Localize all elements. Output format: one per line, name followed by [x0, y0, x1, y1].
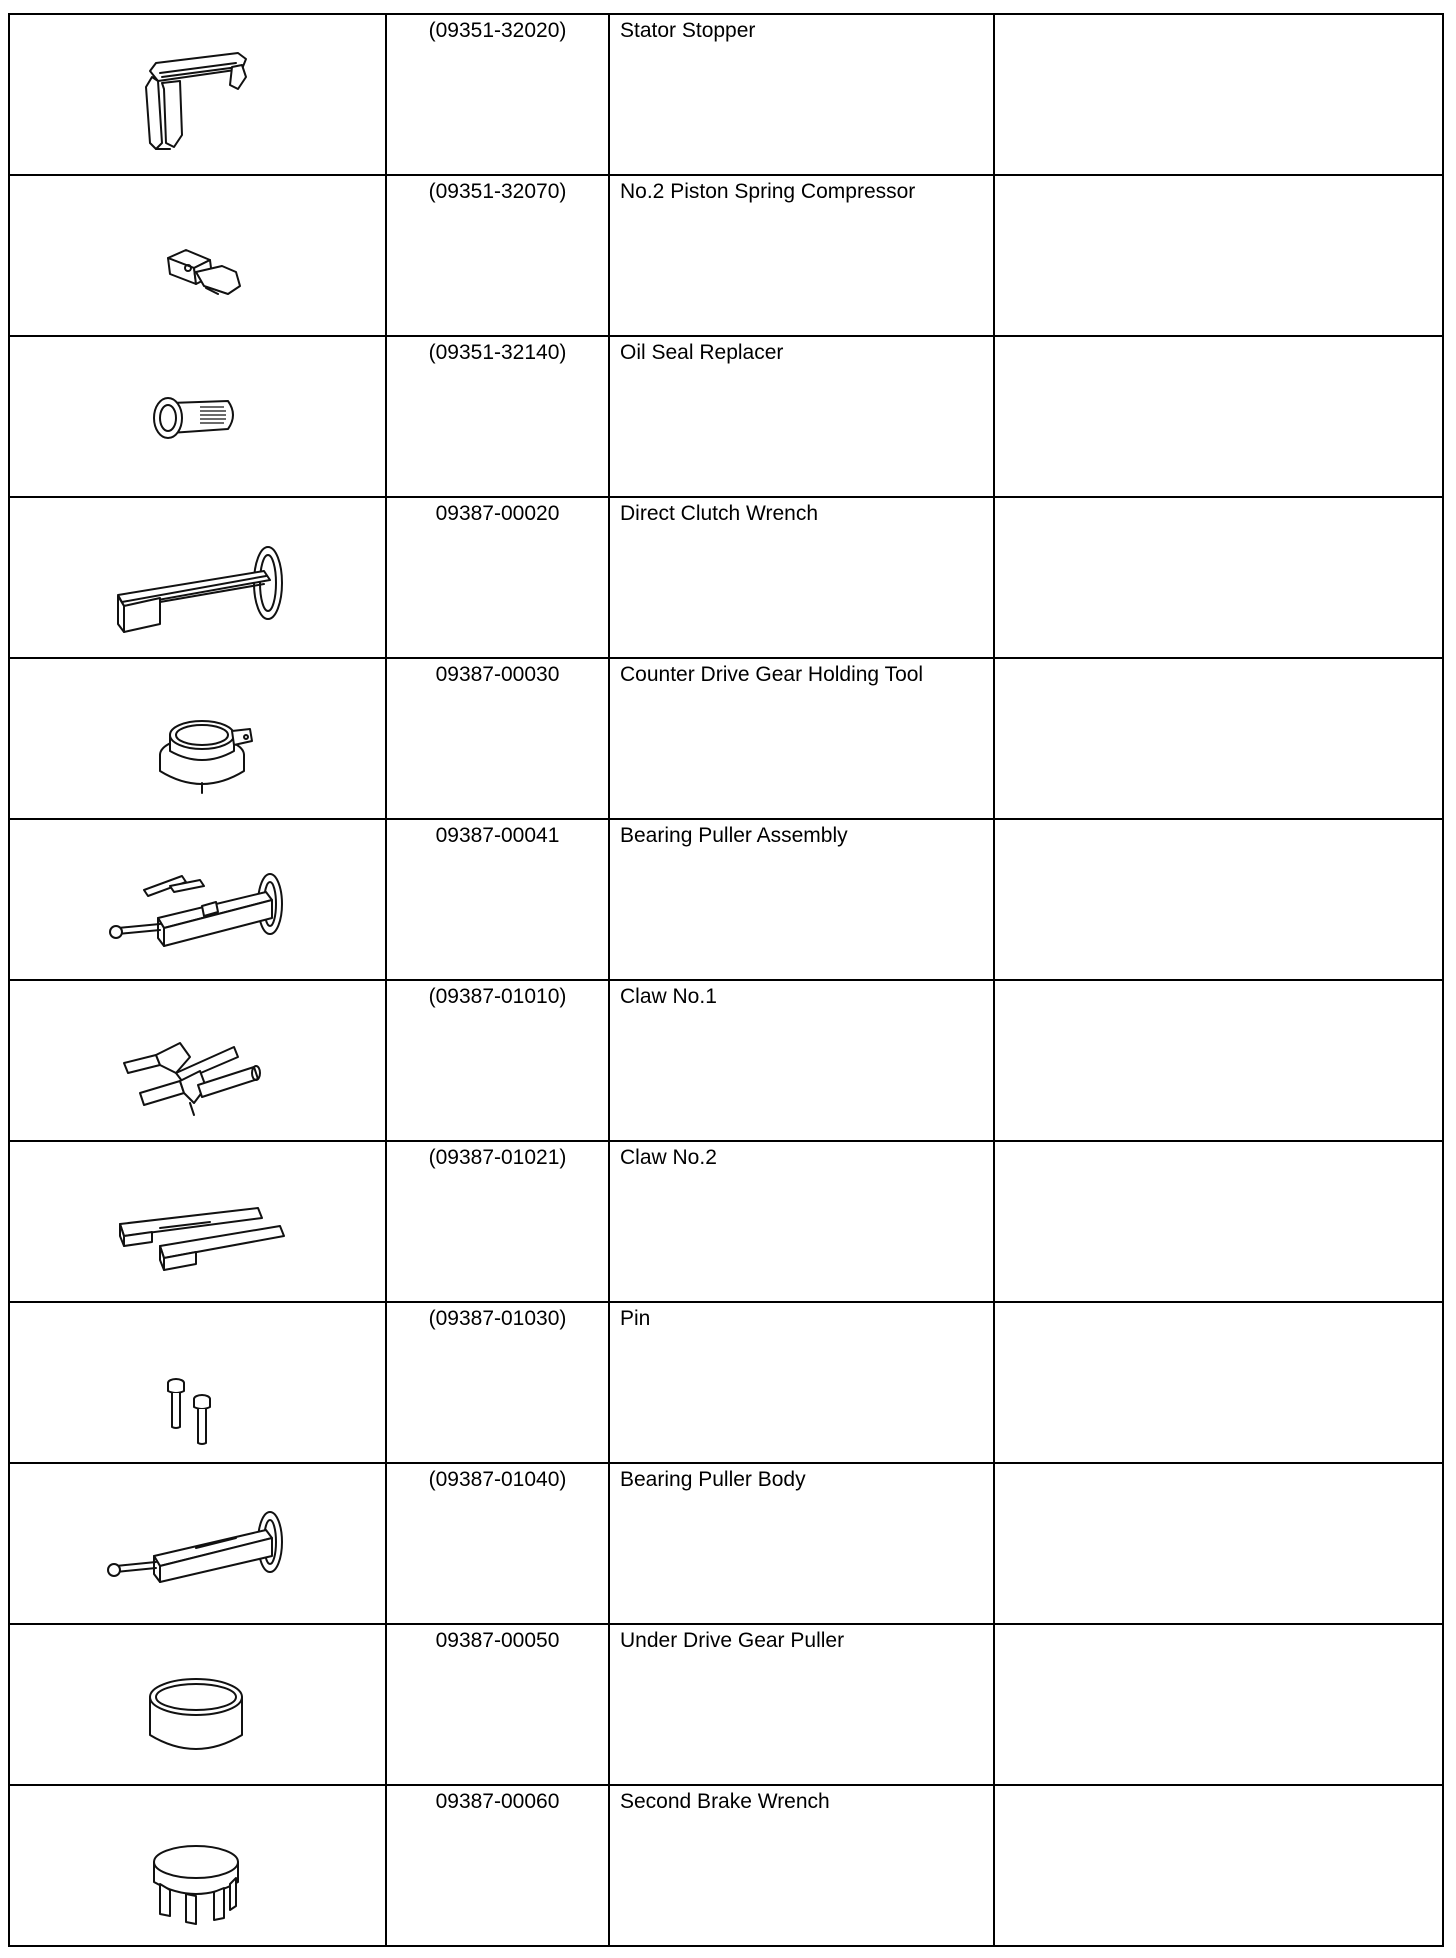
tool-name-cell	[609, 980, 994, 1141]
remarks-cell	[994, 1302, 1443, 1463]
remarks	[995, 1786, 1442, 1790]
tool-name: Direct Clutch Wrench	[620, 502, 819, 525]
remarks-cell	[994, 14, 1443, 175]
part-number: 09387-00041	[435, 824, 560, 847]
table-row	[9, 980, 1443, 1141]
table-row	[9, 1463, 1443, 1624]
part-number: (09351-32140)	[428, 341, 567, 364]
part-number-cell	[386, 1785, 609, 1946]
tool-name-cell	[609, 497, 994, 658]
table-row	[9, 1624, 1443, 1785]
tool-illustration-cell	[9, 980, 386, 1141]
tool-name-cell	[609, 1785, 994, 1946]
table-row	[9, 658, 1443, 819]
part-number-cell	[386, 658, 609, 819]
part-number-cell	[386, 175, 609, 336]
tool-name-cell	[609, 1463, 994, 1624]
counter-drive-gear-holding-tool-icon	[10, 659, 385, 818]
direct-clutch-wrench-icon	[10, 498, 385, 657]
under-drive-gear-puller-icon	[10, 1625, 385, 1784]
part-number-cell	[386, 497, 609, 658]
remarks-cell	[994, 336, 1443, 497]
tool-name-cell	[609, 658, 994, 819]
tool-name-cell	[609, 1141, 994, 1302]
remarks	[995, 337, 1442, 341]
second-brake-wrench-icon	[10, 1786, 385, 1945]
part-number: (09387-01010)	[428, 985, 567, 1008]
remarks-cell	[994, 1785, 1443, 1946]
tool-name: Claw No.1	[620, 985, 717, 1008]
table-row	[9, 1141, 1443, 1302]
tool-name-cell	[609, 336, 994, 497]
tool-name: No.2 Piston Spring Compressor	[620, 180, 916, 203]
part-number-cell	[386, 1302, 609, 1463]
tool-illustration-cell	[9, 1302, 386, 1463]
table-row	[9, 175, 1443, 336]
part-number: 09387-00030	[435, 663, 560, 686]
part-number: (09351-32020)	[428, 19, 567, 42]
table-row	[9, 14, 1443, 175]
remarks-cell	[994, 980, 1443, 1141]
remarks-cell	[994, 175, 1443, 336]
remarks-cell	[994, 658, 1443, 819]
remarks-cell	[994, 1624, 1443, 1785]
remarks-cell	[994, 497, 1443, 658]
remarks-cell	[994, 1141, 1443, 1302]
tool-illustration-cell	[9, 14, 386, 175]
tool-illustration-cell	[9, 1785, 386, 1946]
special-tools-table	[8, 13, 1444, 1947]
part-number-cell	[386, 980, 609, 1141]
claw-no2-icon	[10, 1142, 385, 1301]
tool-name: Under Drive Gear Puller	[620, 1629, 845, 1652]
part-number: 09387-00050	[435, 1629, 560, 1652]
tool-illustration-cell	[9, 175, 386, 336]
remarks	[995, 176, 1442, 180]
tool-illustration-cell	[9, 819, 386, 980]
tool-name: Claw No.2	[620, 1146, 717, 1169]
part-number: (09387-01021)	[428, 1146, 567, 1169]
stator-stopper-icon	[10, 15, 385, 174]
remarks	[995, 1303, 1442, 1307]
tool-illustration-cell	[9, 497, 386, 658]
tool-name: Bearing Puller Body	[620, 1468, 806, 1491]
part-number-cell	[386, 1463, 609, 1624]
remarks	[995, 498, 1442, 502]
remarks	[995, 1464, 1442, 1468]
remarks	[995, 1142, 1442, 1146]
tool-name-cell	[609, 1624, 994, 1785]
part-number-cell	[386, 819, 609, 980]
bearing-puller-assembly-icon	[10, 820, 385, 979]
remarks	[995, 820, 1442, 824]
tool-name-cell	[609, 14, 994, 175]
tool-name-cell	[609, 175, 994, 336]
table-row	[9, 336, 1443, 497]
table-row	[9, 1785, 1443, 1946]
tool-name: Bearing Puller Assembly	[620, 824, 848, 847]
table-row	[9, 1302, 1443, 1463]
part-number-cell	[386, 14, 609, 175]
tool-name: Stator Stopper	[620, 19, 756, 42]
remarks	[995, 659, 1442, 663]
tool-name: Second Brake Wrench	[620, 1790, 830, 1813]
bearing-puller-body-icon	[10, 1464, 385, 1623]
tool-name: Pin	[620, 1307, 651, 1330]
remarks	[995, 15, 1442, 19]
table-row	[9, 819, 1443, 980]
tool-name-cell	[609, 819, 994, 980]
part-number-cell	[386, 1624, 609, 1785]
oil-seal-replacer-icon	[10, 337, 385, 496]
remarks	[995, 981, 1442, 985]
remarks	[995, 1625, 1442, 1629]
tool-name: Counter Drive Gear Holding Tool	[620, 663, 924, 686]
remarks-cell	[994, 1463, 1443, 1624]
part-number: (09351-32070)	[428, 180, 567, 203]
part-number: (09387-01040)	[428, 1468, 567, 1491]
table-row	[9, 497, 1443, 658]
tool-name: Oil Seal Replacer	[620, 341, 784, 364]
part-number: (09387-01030)	[428, 1307, 567, 1330]
tool-illustration-cell	[9, 658, 386, 819]
tool-illustration-cell	[9, 336, 386, 497]
pin-icon	[10, 1303, 385, 1462]
tool-illustration-cell	[9, 1463, 386, 1624]
remarks-cell	[994, 819, 1443, 980]
tool-illustration-cell	[9, 1141, 386, 1302]
part-number: 09387-00060	[435, 1790, 560, 1813]
claw-no1-icon	[10, 981, 385, 1140]
piston-spring-compressor-icon	[10, 176, 385, 335]
part-number: 09387-00020	[435, 502, 560, 525]
part-number-cell	[386, 1141, 609, 1302]
part-number-cell	[386, 336, 609, 497]
tool-illustration-cell	[9, 1624, 386, 1785]
tool-name-cell	[609, 1302, 994, 1463]
